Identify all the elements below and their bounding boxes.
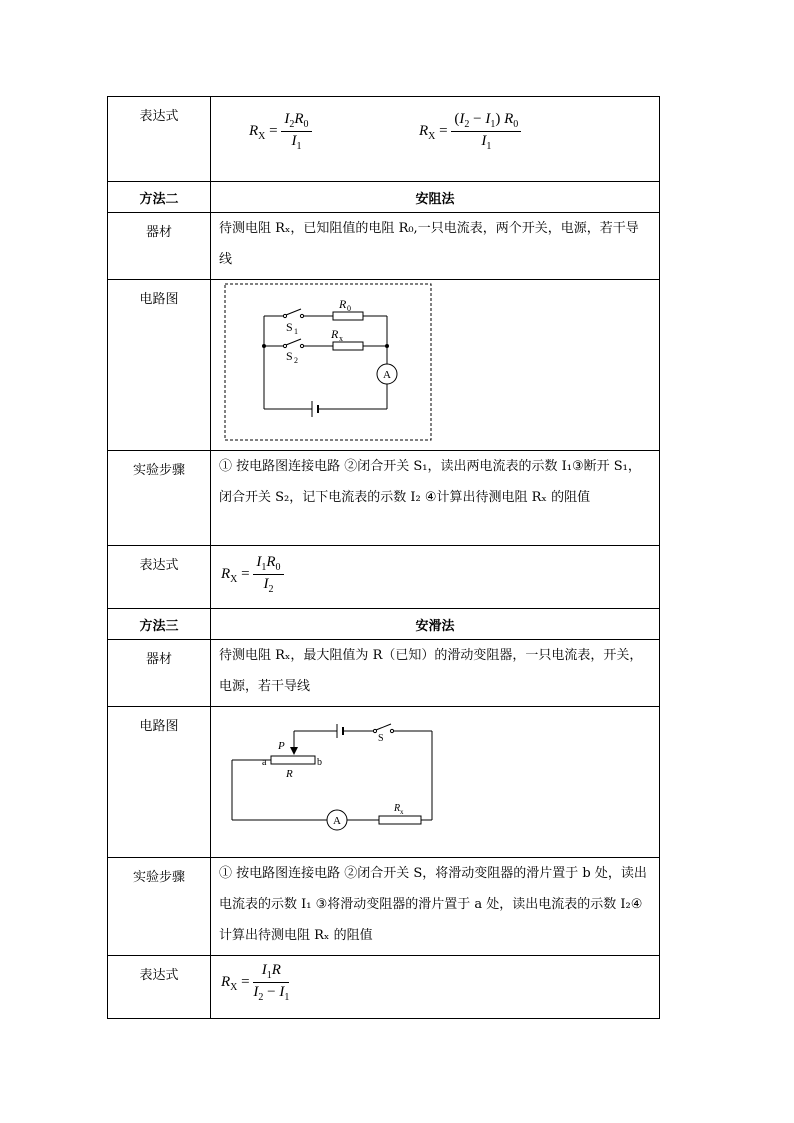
terminal-b-label: b: [317, 757, 322, 768]
ammeter-label-2: A: [333, 815, 341, 827]
ammeter-label: A: [383, 369, 391, 381]
method2-circuit-label: 电路图: [108, 280, 211, 451]
table-row: [108, 609, 660, 640]
method-table: [107, 96, 660, 1019]
table-row: [108, 707, 660, 858]
s1-label: S: [286, 320, 293, 334]
rx-sub: x: [339, 334, 343, 343]
formula-1: $R_X$ = $\frac{I_2R_0}{I_1}$: [249, 111, 312, 152]
row-label-expression: 表达式: [108, 97, 211, 182]
circuit-diagram-rheostat: [211, 707, 651, 853]
formula-3: $R_X$ = $\frac{I_1R_0}{I_2}$: [211, 546, 659, 595]
expression-cell: [211, 97, 660, 182]
r0-label: R: [339, 297, 347, 311]
circuit-diagram-ammeter-resistor: [211, 280, 651, 446]
table-row: [108, 956, 660, 1019]
table-row: [108, 280, 660, 451]
table-row: [108, 451, 660, 546]
table-row: [108, 97, 660, 182]
s2-sub: 2: [294, 356, 298, 365]
method2-expr-cell: [211, 546, 660, 609]
table-row: [108, 182, 660, 213]
slider-p-label: P: [278, 740, 285, 752]
s2-label: S: [286, 349, 293, 363]
method3-circuit-cell: [211, 707, 660, 858]
method2-title: 安阻法: [211, 182, 660, 213]
method3-title: 安滑法: [211, 609, 660, 640]
method2-steps-label: 实验步骤: [108, 451, 211, 546]
formula-2: $R_X$ = $\frac{(I_2 - I_1) R_0}{I_1}$: [419, 111, 521, 152]
method2-label: 方法二: [108, 182, 211, 213]
table-row: [108, 213, 660, 280]
method3-equipment-label: 器材: [108, 640, 211, 707]
method3-steps-text: ① 按电路图连接电路 ②闭合开关 S，将滑动变阻器的滑片置于 b 处，读出电流表的示数 I₁ ③将滑动变阻器的滑片置于 a 处，读出电流表的示数 I₂④计算出待测电阻 Rₓ 的阻值: [211, 858, 660, 956]
method3-expr-label: 表达式: [108, 956, 211, 1019]
method2-expr-label: 表达式: [108, 546, 211, 609]
table-row: [108, 640, 660, 707]
s1-sub: 1: [294, 327, 298, 336]
formula-4: $R_X$ = $\frac{I_1R}{I_2 - I_1}$: [221, 962, 290, 1003]
r0-sub: 0: [347, 304, 351, 313]
table-row: [108, 858, 660, 956]
method3-steps-label: 实验步骤: [108, 858, 211, 956]
method3-circuit-label: 电路图: [108, 707, 211, 858]
method3-expr-cell: [211, 956, 660, 1019]
method2-equipment-label: 器材: [108, 213, 211, 280]
method3-equipment-text: 待测电阻 Rₓ，最大阻值为 R（已知）的滑动变阻器，一只电流表，开关，电源，若干导线: [211, 640, 660, 707]
rx-label-2: R: [394, 803, 401, 814]
method3-label: 方法三: [108, 609, 211, 640]
rheostat-r-label: R: [286, 768, 293, 780]
terminal-a-label: a: [262, 757, 267, 768]
formula-pair: [211, 97, 659, 181]
method2-circuit-cell: [211, 280, 660, 451]
rx-sub-2: x: [400, 808, 404, 816]
method2-steps-text: ① 按电路图连接电路 ②闭合开关 S₁，读出两电流表的示数 I₁③断开 S₁，闭合开关 S₂，记下电流表的示数 I₂ ④计算出待测电阻 Rₓ 的阻值: [211, 451, 660, 546]
table-row: [108, 546, 660, 609]
method2-equipment-text: 待测电阻 Rₓ，已知阻值的电阻 R₀,一只电流表，两个开关，电源，若干导线: [211, 213, 660, 280]
rx-label: R: [331, 327, 339, 341]
switch-s-label: S: [378, 733, 384, 744]
